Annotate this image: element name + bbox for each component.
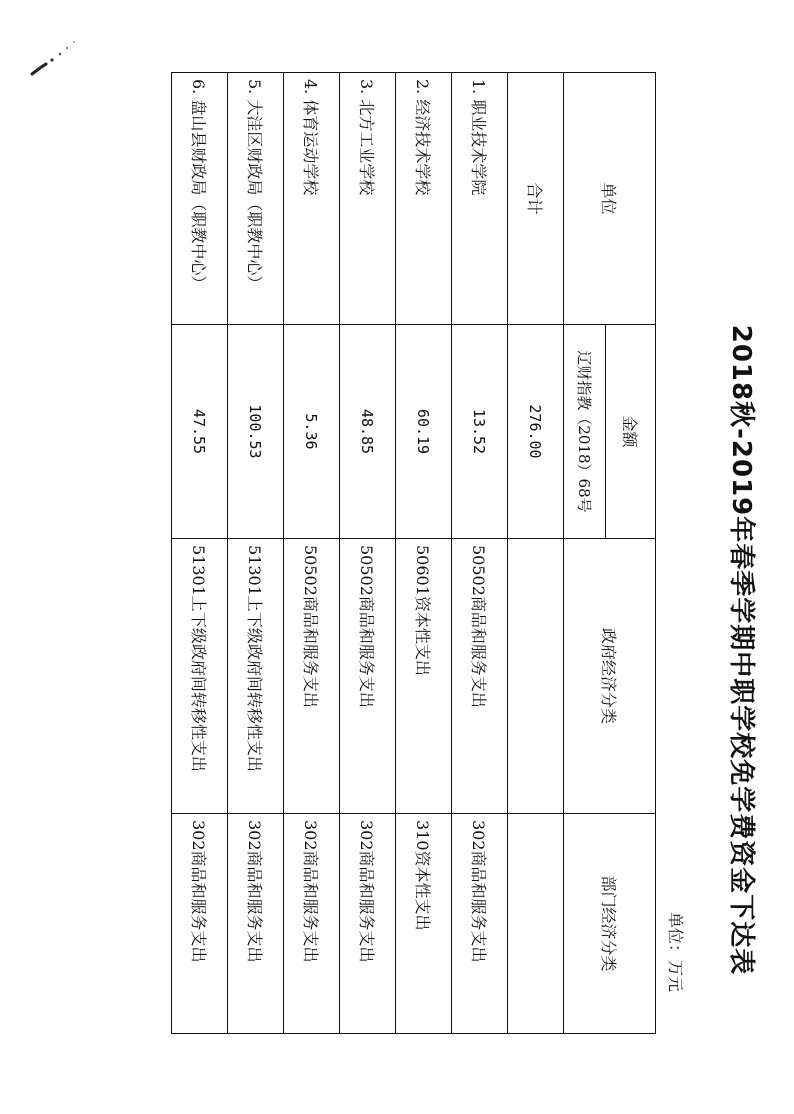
row-gov-class: 51301上下级政府间转移性支出	[172, 539, 228, 814]
total-gov-class	[508, 539, 564, 814]
row-dept-class: 302商品和服务支出	[284, 814, 340, 1034]
header-document-ref: 辽财指教（2018）68号	[564, 325, 606, 539]
header-unit: 单位	[564, 73, 656, 325]
document-title: 2018秋-2019年春季学期中职学校免学费资金下达表	[726, 324, 756, 976]
table-row	[452, 73, 508, 1034]
row-amount: 100.53	[228, 325, 284, 539]
row-gov-class: 50502商品和服务支出	[284, 539, 340, 814]
allocation-table	[171, 72, 656, 1034]
unit-note: 单位：万元	[666, 912, 685, 993]
row-dept-class: 302商品和服务支出	[172, 814, 228, 1034]
row-unit: 2. 经济技术学校	[396, 73, 452, 325]
table-row	[396, 73, 452, 1034]
table-row	[228, 73, 284, 1034]
header-gov-class: 政府经济分类	[564, 539, 656, 814]
table-row	[172, 73, 228, 1034]
row-dept-class: 310资本性支出	[396, 814, 452, 1034]
row-dept-class: 302商品和服务支出	[452, 814, 508, 1034]
header-amount: 金额	[606, 325, 656, 539]
row-unit: 4. 体育运动学校	[284, 73, 340, 325]
row-dept-class: 302商品和服务支出	[228, 814, 284, 1034]
table-row	[340, 73, 396, 1034]
row-gov-class: 50502商品和服务支出	[452, 539, 508, 814]
row-dept-class: 302商品和服务支出	[340, 814, 396, 1034]
row-amount: 48.85	[340, 325, 396, 539]
row-unit: 6. 盘山县财政局（职教中心）	[172, 73, 228, 325]
total-row	[508, 73, 564, 1034]
row-amount: 60.19	[396, 325, 452, 539]
row-unit: 1. 职业技术学院	[452, 73, 508, 325]
header-row-top	[606, 73, 656, 1034]
row-unit: 5. 大洼区财政局（职教中心）	[228, 73, 284, 325]
header-dept-class: 部门经济分类	[564, 814, 656, 1034]
row-gov-class: 50601资本性支出	[396, 539, 452, 814]
row-amount: 5.36	[284, 325, 340, 539]
table-row	[284, 73, 340, 1034]
row-unit: 3. 北方工业学校	[340, 73, 396, 325]
row-gov-class: 51301上下级政府间转移性支出	[228, 539, 284, 814]
row-amount: 47.55	[172, 325, 228, 539]
total-amount: 276.00	[508, 325, 564, 539]
row-gov-class: 50502商品和服务支出	[340, 539, 396, 814]
total-dept-class	[508, 814, 564, 1034]
total-label: 合计	[508, 73, 564, 325]
row-amount: 13.52	[452, 325, 508, 539]
